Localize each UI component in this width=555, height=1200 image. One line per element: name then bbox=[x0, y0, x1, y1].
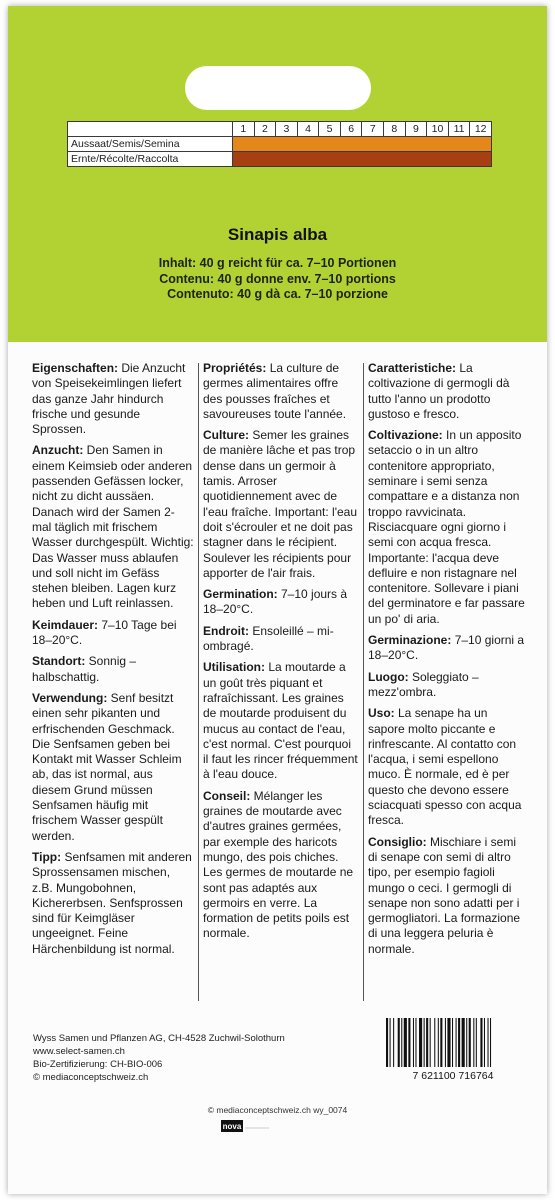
section-heading: Verwendung: bbox=[32, 690, 108, 705]
section-heading: Conseil: bbox=[203, 788, 251, 803]
barcode-bar bbox=[490, 1018, 491, 1067]
instruction-section bbox=[203, 587, 359, 618]
instruction-section bbox=[32, 443, 194, 611]
barcode-bar bbox=[386, 1018, 388, 1067]
instruction-section bbox=[32, 654, 194, 685]
section-heading: Culture: bbox=[203, 428, 249, 443]
section-text: Die Anzucht von Speisekeimlingen liefert das ganze Jahr hindurch frische und gesunde Sprossen. bbox=[32, 361, 186, 437]
section-heading: Tipp: bbox=[32, 849, 62, 864]
french-column bbox=[203, 361, 359, 948]
instruction-section bbox=[368, 361, 526, 422]
sowing-calendar bbox=[67, 121, 492, 167]
month-label: 4 bbox=[297, 122, 319, 137]
instruction-section bbox=[203, 428, 359, 581]
section-heading: Keimdauer: bbox=[32, 617, 99, 632]
month-label: 7 bbox=[362, 122, 384, 137]
section-text: La culture de germes alimentaires offre des pousses fraîches et savoureuses toute l'année. bbox=[203, 361, 347, 421]
calendar-month-row bbox=[68, 122, 492, 137]
section-heading: Luogo: bbox=[368, 669, 409, 684]
barcode-bar bbox=[456, 1018, 457, 1067]
instruction-section bbox=[32, 618, 194, 649]
month-label: 1 bbox=[233, 122, 255, 137]
instruction-section bbox=[368, 835, 526, 957]
harvest-row bbox=[68, 152, 492, 167]
month-label: 5 bbox=[319, 122, 341, 137]
month-label: 3 bbox=[276, 122, 298, 137]
hanger-hole bbox=[185, 66, 371, 110]
barcode-bar bbox=[434, 1018, 435, 1067]
barcode-number: 7 621100 716764 bbox=[412, 1070, 494, 1082]
month-label: 2 bbox=[254, 122, 276, 137]
section-text: Semer les graines de manière lâche et pas trop dense dans un germoir à tamis. Arroser quotidiennement avec de l'eau fraîche. Important: l'eau doit s'écrouler et ne doit pas stagner dans le récipient. Soulever les récipients pour apporter de l'air frais. bbox=[203, 428, 358, 580]
sowing-label: Aussaat/Semis/Semina bbox=[68, 137, 233, 152]
month-label: 12 bbox=[470, 122, 492, 137]
section-text: 7–10 Tage bei 18–20°C. bbox=[32, 617, 177, 648]
sowing-row bbox=[68, 137, 492, 152]
instruction-section bbox=[203, 789, 359, 942]
instruction-section bbox=[368, 428, 526, 627]
instruction-section bbox=[203, 660, 359, 782]
harvest-label: Ernte/Récolte/Raccolta bbox=[68, 152, 233, 167]
section-heading: Caratteristiche: bbox=[368, 361, 457, 375]
barcode-bar bbox=[473, 1018, 474, 1067]
barcode-bar bbox=[445, 1018, 446, 1067]
column-divider bbox=[363, 363, 364, 1001]
company-address: Wyss Samen und Pflanzen AG, CH-4528 Zuchwil-Solothurn bbox=[33, 1033, 285, 1044]
section-heading: Germinazione: bbox=[368, 633, 452, 648]
section-heading: Eigenschaften: bbox=[32, 361, 119, 375]
design-copyright: © mediaconceptschweiz.ch bbox=[33, 1072, 149, 1083]
month-label: 6 bbox=[340, 122, 362, 137]
month-label: 10 bbox=[427, 122, 449, 137]
barcode-bar bbox=[488, 1018, 489, 1067]
month-label: 8 bbox=[384, 122, 406, 137]
section-text: Sonnig – halbschattig. bbox=[32, 654, 137, 684]
section-heading: Standort: bbox=[32, 654, 86, 669]
barcode-bar bbox=[413, 1018, 414, 1067]
sowing-period-bar bbox=[233, 137, 492, 152]
section-text: Senf besitzt einen sehr pikanten und erfrischenden Geschmack. Die Senfsamen geben bei Kontakt mit Wasser Schleim ab, das ist normal, aus diesem Grund müssen Senfsamen häufig mit frischem Wasser gespült werden. bbox=[32, 690, 182, 843]
section-heading: Coltivazione: bbox=[368, 428, 443, 443]
nova-logo bbox=[221, 1120, 271, 1132]
barcode-bar bbox=[484, 1018, 485, 1067]
instruction-section bbox=[32, 691, 194, 844]
section-text: Den Samen in einem Keimsieb oder anderen passenden Gefässen locker, nicht zu dicht aussäen. Danach wird der Samen 2-mal täglich mit frischem Wasser durchgespült. Wichtig: Das Wasser muss ablaufen und soll nicht im Gefäss stehen bleiben. Lagen kurz heben und Luft reinlassen. bbox=[32, 443, 194, 611]
bio-certification: Bio-Zertifizierung: CH-BIO-006 bbox=[33, 1059, 163, 1070]
contents-it: Contenuto: 40 g dà ca. 7–10 porzione bbox=[167, 287, 388, 301]
section-heading: Anzucht: bbox=[32, 443, 84, 458]
harvest-period-bar bbox=[233, 152, 492, 167]
section-text: 7–10 jours à 18–20°C. bbox=[203, 587, 348, 617]
barcode-bar bbox=[469, 1018, 471, 1067]
barcode-bar bbox=[430, 1018, 431, 1067]
italian-column bbox=[368, 361, 526, 963]
barcode-bar bbox=[401, 1018, 402, 1067]
instruction-section bbox=[32, 850, 194, 957]
section-text: La senape ha un sapore molto piccante e rinfrescante. Al contatto con l'acqua, i semi espellono muco. È normale, ed è per questo che devono essere sciacquati spesso con acqua fresca. bbox=[368, 706, 522, 828]
product-title: Sinapis alba bbox=[227, 225, 328, 244]
barcode-bar bbox=[404, 1018, 407, 1067]
section-text: Ensoleillé – mi-ombragé. bbox=[203, 623, 334, 654]
barcode-bar bbox=[447, 1018, 450, 1067]
seed-packet-back bbox=[8, 6, 547, 1194]
contents-fr: Contenu: 40 g donne env. 7–10 portions bbox=[159, 271, 396, 286]
instruction-section bbox=[368, 670, 526, 701]
barcode-bar bbox=[426, 1018, 428, 1067]
barcode-bar bbox=[424, 1018, 425, 1067]
contents-block bbox=[8, 256, 547, 303]
barcode-bar bbox=[398, 1018, 400, 1067]
barcode-bars bbox=[386, 1018, 491, 1067]
barcode-bar bbox=[419, 1018, 422, 1067]
month-label: 11 bbox=[448, 122, 470, 137]
barcode-bar bbox=[480, 1018, 482, 1067]
barcode-bar bbox=[466, 1018, 467, 1067]
month-label: 9 bbox=[405, 122, 427, 137]
section-text: La moutarde a un goût très piquant et rafraîchissant. Les graines de moutarde produisent du mucus au contact de l'eau, c'est normal. C'est pourquoi il faut les rincer fréquemment à l'eau douce. bbox=[203, 660, 358, 782]
german-column bbox=[32, 361, 194, 963]
barcode-bar bbox=[408, 1018, 410, 1067]
section-text: Mélanger les graines de moutarde avec d'autres graines germées, par exemple des haricots mungo, des pois chiches. Les germes de moutarde ne sont pas adaptés aux germoirs en verre. La formation de petits poils est normale. bbox=[203, 788, 354, 941]
instruction-section bbox=[368, 706, 526, 828]
barcode-bar bbox=[393, 1018, 394, 1067]
credit-line: © mediaconceptschweiz.ch wy_0074 bbox=[207, 1105, 348, 1115]
company-info bbox=[33, 1032, 285, 1084]
section-heading: Germination: bbox=[203, 587, 278, 602]
instruction-section bbox=[203, 624, 359, 655]
instruction-section bbox=[368, 633, 526, 664]
barcode-bar bbox=[390, 1018, 391, 1067]
section-text: La coltivazione di germogli dà tutto l'anno un prodotto gustoso e fresco. bbox=[368, 361, 510, 421]
barcode-bar bbox=[438, 1018, 439, 1067]
contents-de: Inhalt: 40 g reicht für ca. 7–10 Portionen bbox=[158, 256, 397, 270]
barcode-bar bbox=[462, 1018, 465, 1067]
section-text: Soleggiato – mezz'ombra. bbox=[368, 669, 479, 699]
section-heading: Propriétés: bbox=[203, 361, 267, 375]
calendar-corner bbox=[68, 122, 233, 137]
section-text: Mischiare i semi di senape con semi di altro tipo, per esempio fagioli mungo o ceci. I germogli di senape non sono adatti per i germogliatori. La formazione di una leggera peluria è normale. bbox=[368, 834, 521, 956]
section-heading: Uso: bbox=[368, 706, 395, 721]
instruction-section bbox=[203, 361, 359, 422]
barcode-bar bbox=[476, 1018, 477, 1067]
section-heading: Utilisation: bbox=[203, 660, 265, 675]
barcode-bar bbox=[458, 1018, 460, 1067]
section-heading: Endroit: bbox=[203, 623, 249, 638]
instruction-section bbox=[32, 361, 194, 437]
section-heading: Consiglio: bbox=[368, 834, 427, 849]
barcode-bar bbox=[415, 1018, 416, 1067]
section-text: In un apposito setaccio o in un altro contenitore appropriato, seminare i semi senza compattare e a distanza non troppo ravvicinata. Risciacquare ogni giorno i semi con acqua fresca. Importante: l'acqua deve defluire e non ristagnare nel contenitore. Sollevare i piani del germinatore e far passare un po' di aria. bbox=[368, 428, 525, 626]
section-text: 7–10 giorni a 18–20°C. bbox=[368, 633, 525, 663]
barcode-bar bbox=[452, 1018, 453, 1067]
barcode-bar bbox=[440, 1018, 442, 1067]
company-website: www.select-samen.ch bbox=[33, 1046, 125, 1057]
column-divider bbox=[198, 363, 199, 1001]
logo-text: nova bbox=[222, 1122, 242, 1131]
section-text: Senfsamen mit anderen Sprossensamen mischen, z.B. Mungobohnen, Kichererbsen. Senfsprossen sind für Keimgläser ungeeignet. Feine Härchenbildung ist normal. bbox=[32, 849, 192, 956]
barcode bbox=[378, 1016, 528, 1082]
